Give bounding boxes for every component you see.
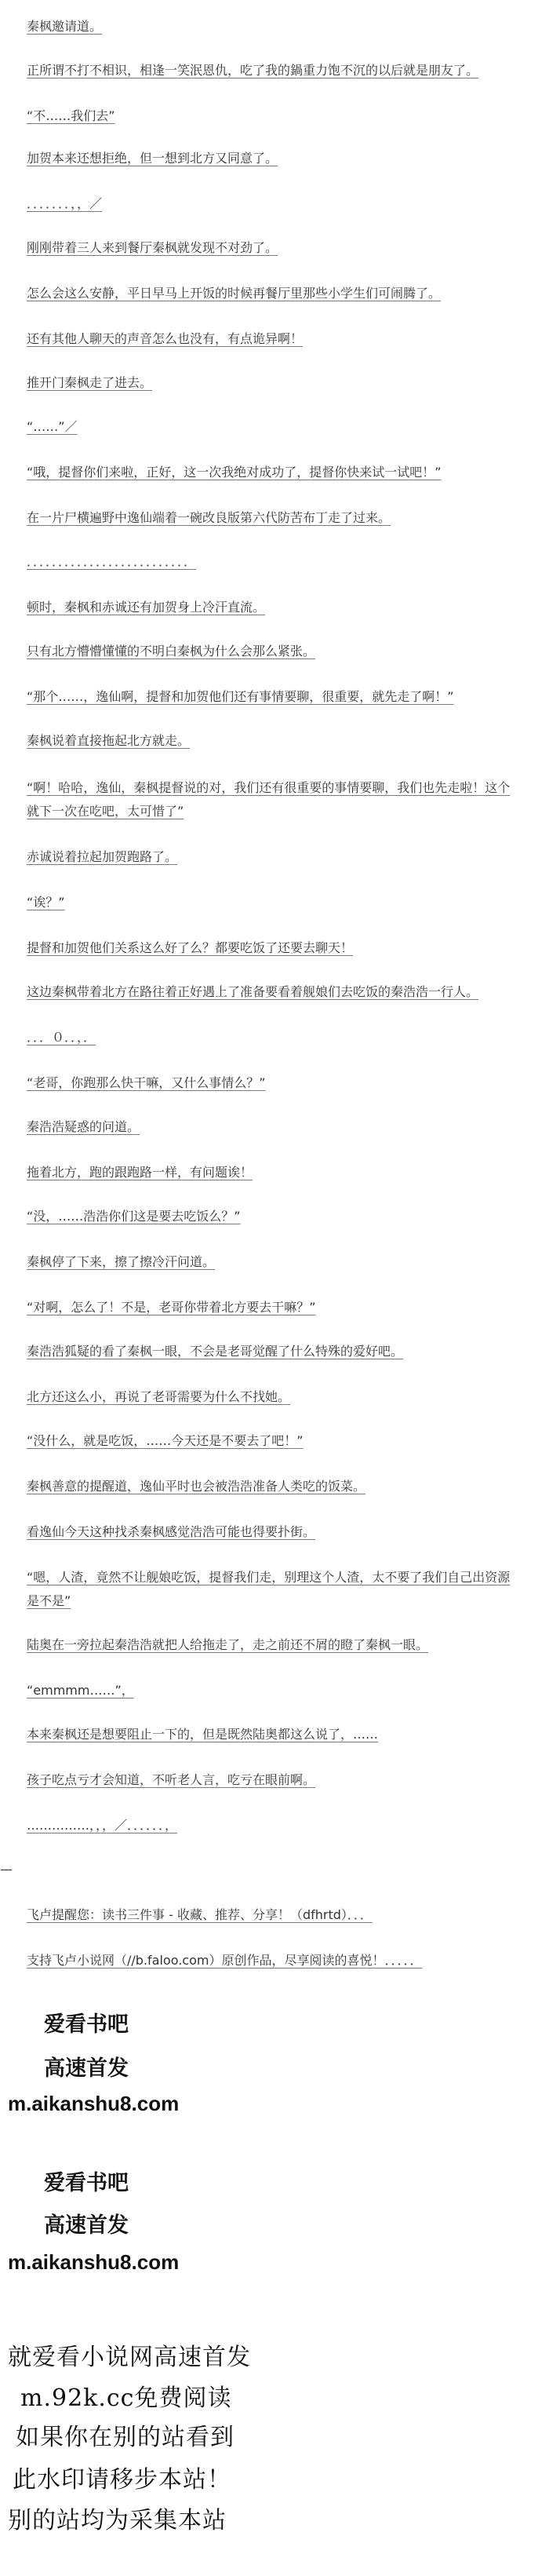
paragraph: 北方还这么小，再说了老哥需要为什么不找她。 bbox=[27, 1389, 291, 1404]
paragraph: 看逸仙今天这种找杀秦枫感觉浩浩可能也得要扑街。 bbox=[27, 1524, 316, 1539]
paragraph: 陆奥在一旁拉起秦浩浩就把人给拖走了，走之前还不屑的瞪了秦枫一眼。 bbox=[27, 1637, 429, 1652]
paragraph: 秦枫邀请道。 bbox=[27, 19, 103, 34]
watermark-url: m.aikanshu8.com bbox=[8, 2250, 180, 2274]
paragraph: ．．．．．．．．．．．．．．．．．．．．．．．．．． bbox=[27, 554, 197, 569]
paragraph: 在一片尸横遍野中逸仙端着一碗改良版第六代防苦布丁走了过来。 bbox=[27, 510, 391, 525]
paragraph: 这边秦枫带着北方在路往着正好遇上了准备要看着舰娘们去吃饭的秦浩浩一行人。 bbox=[27, 984, 479, 999]
paragraph: 加贺本来还想拒绝，但一想到北方又同意了。 bbox=[27, 151, 278, 166]
paragraph: 只有北方懵懵懂懂的不明白秦枫为什么会那么紧张。 bbox=[27, 644, 316, 659]
paragraph: “没，……浩浩你们这是要去吃饭么？” bbox=[27, 1209, 241, 1224]
stamp-line: 别的站均为采集本站 bbox=[8, 2507, 227, 2534]
paragraph: 提督和加贺他们关系这么好了么？都要吃饭了还要去聊天！ bbox=[27, 940, 354, 955]
stamp-line: m.92k.cc免费阅读 bbox=[20, 2384, 232, 2412]
paragraph: 本来秦枫还是想要阻止一下的，但是既然陆奥都这么说了，…… bbox=[27, 1727, 379, 1742]
paragraph: 秦浩浩疑惑的问道。 bbox=[27, 1119, 140, 1134]
paragraph: “诶？” bbox=[27, 895, 65, 910]
watermark-site-name: 爱看书吧 bbox=[44, 2012, 129, 2037]
paragraph: “emmmm……”， bbox=[27, 1683, 134, 1698]
paragraph: 秦枫说着直接拖起北方就走。 bbox=[27, 733, 191, 748]
paragraph: “对啊，怎么了！不是，老哥你带着北方要去干嘛？” bbox=[27, 1300, 316, 1315]
paragraph: 拖着北方，跑的跟跑路一样，有问题诶！ bbox=[27, 1165, 253, 1180]
watermark-site-name: 爱看书吧 bbox=[44, 2171, 129, 2195]
paragraph: “嗯，人渣，竟然不让舰娘吃饭，提督我们走，别理这个人渣，太不要了我们自己出资源是不是” bbox=[27, 1570, 511, 1608]
paragraph: “老哥，你跑那么快干嘛，又什么事情么？” bbox=[27, 1075, 266, 1090]
watermark-url: m.aikanshu8.com bbox=[8, 2092, 180, 2115]
stamp-line: 就爱看小说网高速首发 bbox=[8, 2344, 251, 2371]
paragraph: 秦枫善意的提醒道，逸仙平时也会被浩浩准备人类吃的饭菜。 bbox=[27, 1479, 366, 1494]
watermark-tagline: 高速首发 bbox=[44, 2213, 129, 2238]
paragraph: 正所谓不打不相识，相逢一笑泯恩仇，吃了我的鍋重力饱不沉的以后就是朋友了。 bbox=[27, 63, 479, 78]
stamp-line: 此水印请移步本站！ bbox=[13, 2466, 231, 2494]
paragraph: ……………，，，／．．．．．．， bbox=[27, 1818, 178, 1833]
paragraph: 孩子吃点亏才会知道，不听老人言，吃亏在眼前啊。 bbox=[27, 1772, 316, 1787]
paragraph: 推开门秦枫走了进去。 bbox=[27, 375, 153, 390]
paragraph: ．．．．．．．，，／ bbox=[27, 196, 103, 211]
paragraph: “那个……，逸仙啊，提督和加贺他们还有事情要聊，很重要，就先走了啊！” bbox=[27, 689, 454, 704]
paragraph: “哦，提督你们来啦，正好，这一次我绝对成功了，提督你快来试一试吧！” bbox=[27, 465, 442, 480]
feilu-reminder: 飞卢提醒您：读书三件事 - 收藏、推荐、分享！（dfhrtd）．．． bbox=[27, 1907, 373, 1922]
paragraph: “没什么，就是吃饭，……今天还是不要去了吧！” bbox=[27, 1433, 304, 1448]
paragraph: 赤诚说着拉起加贺跑路了。 bbox=[27, 849, 178, 864]
paragraph: “……”／ bbox=[27, 419, 78, 434]
paragraph: 还有其他人聊天的声音怎么也没有，有点诡异啊！ bbox=[27, 331, 304, 346]
paragraph: 秦浩浩狐疑的看了秦枫一眼，不会是老哥觉醒了什么特殊的爱好吧。 bbox=[27, 1344, 404, 1359]
feilu-support-notice: 支持飞卢小说网（//b.faloo.com）原创作品，尽享阅读的喜悦！．．．．． bbox=[27, 1953, 423, 1968]
paragraph: ．．．０．．，． bbox=[27, 1030, 96, 1045]
paragraph: “啊！哈哈，逸仙，秦枫提督说的对，我们还有很重要的事情要聊，我们也先走啦！这个就下一次在吃吧，太可惜了” bbox=[27, 780, 511, 819]
paragraph: 顿时，秦枫和赤诚还有加贺身上冷汗直流。 bbox=[27, 600, 266, 615]
paragraph: 刚刚带着三人来到餐厅秦枫就发现不对劲了。 bbox=[27, 240, 278, 255]
stamp-line: 如果你在别的站看到 bbox=[16, 2424, 235, 2451]
separator-dash: — bbox=[0, 1862, 13, 1877]
paragraph: 怎么会这么安静，平日早马上开饭的时候再餐厅里那些小学生们可闹腾了。 bbox=[27, 286, 442, 301]
paragraph: 秦枫停了下来，擦了擦冷汗问道。 bbox=[27, 1254, 216, 1269]
paragraph: “不……我们去” bbox=[27, 108, 115, 123]
watermark-tagline: 高速首发 bbox=[44, 2056, 129, 2081]
